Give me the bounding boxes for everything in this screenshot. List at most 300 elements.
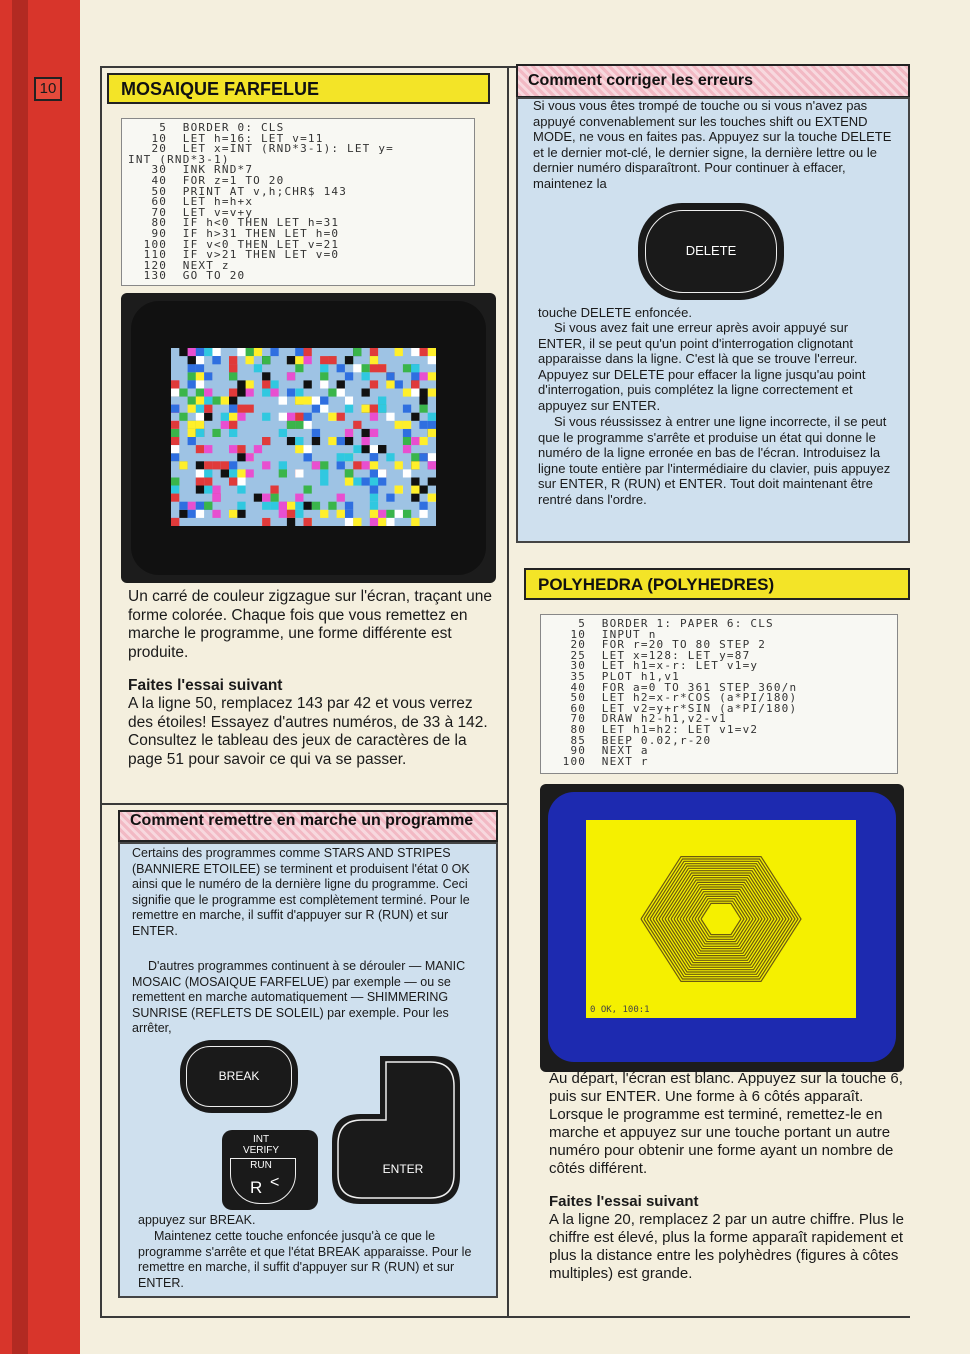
- restart-para2: D'autres programmes continuent à se dérouler — MANIC MOSAIC (MOSAIQUE FARFELUE) par exemple — ou se remettent en marche automatiquement — SHIMMERING SUNRISE (REFLETS DE SOLEIL) par exemple. Pour les arrêter,: [132, 959, 466, 1036]
- mosaic-cell: [221, 421, 229, 429]
- mosaic-cell: [196, 502, 204, 510]
- mosaic-cell: [411, 453, 419, 461]
- mosaic-cell: [229, 356, 237, 364]
- mosaic-cell: [196, 348, 204, 356]
- mosaic-cell: [262, 413, 270, 421]
- mosaic-cell: [337, 389, 345, 397]
- mosaic-cell: [171, 453, 179, 461]
- mosaic-cell: [304, 518, 312, 526]
- mosaic-cell: [428, 478, 436, 486]
- polyhedra-screen-image: [540, 784, 904, 1072]
- mosaic-tv-screen: [121, 293, 496, 583]
- mosaic-cell: [386, 453, 394, 461]
- mosaic-cell: [403, 364, 411, 372]
- restart-para1: Certains des programmes comme STARS AND STRIPES (BANNIERE ETOILEE) se terminent et produisent l'état 0 OK ainsi que le numéro de la dernière ligne du programme. Ceci signifie que le programme est complètement terminé. Pour le remettre en marche, il suffit d'appuyer sur R (RUN) et sur ENTER.: [132, 846, 470, 938]
- mosaic-cell: [204, 389, 212, 397]
- r-key-int-label: INT: [252, 1134, 270, 1145]
- mosaic-cell: [337, 461, 345, 469]
- mosaic-cell: [287, 356, 295, 364]
- errors-para1: Si vous vous êtes trompé de touche ou si vous n'avez pas appuyé convenablement sur les touches shift ou EXTEND MODE, ne vous en faites pas. Appuyez sur la touche DELETE et le dernier mot-clé, le dernier signe, la dernière lettre ou le dernier numéro disparaîtront. Pour continuer à effacer, maintenez la: [533, 98, 892, 191]
- mosaic-cell: [212, 356, 220, 364]
- mosaic-cell: [370, 364, 378, 372]
- mosaic-cell: [428, 413, 436, 421]
- enter-key: [328, 1052, 464, 1208]
- mosaic-cell: [353, 364, 361, 372]
- mosaic-cell: [419, 421, 427, 429]
- mosaic-cell: [419, 348, 427, 356]
- mosaic-cell: [411, 413, 419, 421]
- mosaic-cell: [312, 429, 320, 437]
- mosaic-cell: [196, 364, 204, 372]
- mosaic-cell: [345, 518, 353, 526]
- enter-key-label: ENTER: [382, 1162, 424, 1176]
- mosaic-cell: [229, 405, 237, 413]
- mosaic-cell: [270, 389, 278, 397]
- mosaic-cell: [304, 421, 312, 429]
- mosaic-cell: [419, 486, 427, 494]
- mosaic-cell: [312, 405, 320, 413]
- mosaic-cell: [204, 445, 212, 453]
- mosaic-cell: [362, 364, 370, 372]
- mosaic-cell: [362, 389, 370, 397]
- mosaic-cell: [196, 510, 204, 518]
- mosaic-cell: [270, 380, 278, 388]
- mosaic-cell: [345, 356, 353, 364]
- errors-para2: touche DELETE enfoncée.: [538, 305, 692, 320]
- mosaic-cell: [378, 364, 386, 372]
- mosaic-cell: [262, 461, 270, 469]
- restart-para4: Maintenez cette touche enfoncée jusqu'à ce que le programme s'arrête et que l'état BREAK apparaisse. Pour le remettre en marche, il suffit d'appuyer sur R (RUN) et sur ENTER.: [138, 1229, 472, 1290]
- mosaic-cell: [395, 421, 403, 429]
- mosaic-cell: [337, 510, 345, 518]
- mosaic-cell: [196, 478, 204, 486]
- mosaic-cell: [237, 478, 245, 486]
- mosaic-cell: [362, 437, 370, 445]
- mosaic-cell: [270, 494, 278, 502]
- mosaic-cell: [196, 397, 204, 405]
- mosaic-cell: [304, 380, 312, 388]
- mosaic-cell: [403, 421, 411, 429]
- mosaic-cell: [171, 478, 179, 486]
- mosaic-cell: [345, 502, 353, 510]
- mosaic-cell: [229, 469, 237, 477]
- mosaic-cell: [204, 413, 212, 421]
- mosaic-cell: [386, 413, 394, 421]
- mosaic-cell: [171, 380, 179, 388]
- mosaic-cell: [403, 469, 411, 477]
- mosaic-cell: [262, 372, 270, 380]
- mosaic-cell: [395, 348, 403, 356]
- mosaic-cell: [370, 494, 378, 502]
- mosaic-cell: [188, 356, 196, 364]
- mosaic-cell: [188, 510, 196, 518]
- mosaic-cell: [270, 502, 278, 510]
- mosaic-cell: [171, 445, 179, 453]
- mosaic-cell: [237, 502, 245, 510]
- mosaic-cell: [196, 405, 204, 413]
- mosaic-cell: [254, 445, 262, 453]
- mosaic-title: MOSAIQUE FARFELUE: [107, 73, 490, 104]
- mosaic-cell: [204, 478, 212, 486]
- mosaic-cell: [328, 389, 336, 397]
- polyhedra-try-heading: Faites l'essai suivant: [549, 1193, 699, 1210]
- mosaic-cell: [179, 389, 187, 397]
- mosaic-cell: [246, 469, 254, 477]
- mosaic-cell: [221, 461, 229, 469]
- mosaic-cell: [378, 445, 386, 453]
- mosaic-cell: [419, 372, 427, 380]
- mosaic-cell: [262, 437, 270, 445]
- mosaic-cell: [295, 421, 303, 429]
- mosaic-cell: [212, 461, 220, 469]
- mosaic-description: Un carré de couleur zigzague sur l'écran, traçant une forme colorée. Chaque fois que vous remettez en marche le programme, une forme différente est produite.: [128, 588, 492, 661]
- mosaic-cell: [246, 348, 254, 356]
- mosaic-cell: [221, 397, 229, 405]
- mosaic-cell: [188, 380, 196, 388]
- mosaic-cell: [221, 469, 229, 477]
- mosaic-cell: [229, 364, 237, 372]
- mosaic-cell: [295, 510, 303, 518]
- errors-para4: Si vous réussissez à entrer une ligne incorrecte, il se peut que le programme s'arrête et produise un état qui donne le numéro de la ligne erronée en bas de l'écran. Introduisez la ligne toute entière par l'intermédiaire du clavier, puis appuyez sur ENTER, R (RUN) et ENTER. Tout doit maintenant être rentré dans l'ordre.: [538, 414, 891, 507]
- mosaic-cell: [353, 518, 361, 526]
- mosaic-cell: [204, 397, 212, 405]
- mosaic-cell: [221, 413, 229, 421]
- mosaic-cell: [353, 445, 361, 453]
- mosaic-cell: [262, 502, 270, 510]
- mosaic-cell: [378, 397, 386, 405]
- mosaic-cell: [279, 429, 287, 437]
- mosaic-cell: [362, 405, 370, 413]
- mosaic-cell: [411, 348, 419, 356]
- mosaic-cell: [237, 380, 245, 388]
- mosaic-cell: [229, 413, 237, 421]
- mosaic-cell: [345, 372, 353, 380]
- mosaic-cell: [362, 461, 370, 469]
- mosaic-cell: [428, 453, 436, 461]
- mosaic-cell: [419, 502, 427, 510]
- mosaic-cell: [188, 405, 196, 413]
- mosaic-cell: [287, 437, 295, 445]
- mosaic-cell: [212, 429, 220, 437]
- mosaic-cell: [279, 461, 287, 469]
- mosaic-cell: [395, 486, 403, 494]
- mosaic-cell: [320, 478, 328, 486]
- mosaic-cell: [362, 445, 370, 453]
- mosaic-cell: [188, 437, 196, 445]
- mosaic-cell: [204, 405, 212, 413]
- mosaic-cell: [386, 494, 394, 502]
- mosaic-cell: [287, 510, 295, 518]
- mosaic-cell: [179, 348, 187, 356]
- mosaic-cell: [188, 429, 196, 437]
- mosaic-cell: [262, 518, 270, 526]
- mosaic-cell: [370, 405, 378, 413]
- mosaic-try-text: A la ligne 50, remplacez 143 par 42 et vous verrez des étoiles! Essayez d'autres numéros, de 33 à 142. Consultez le tableau des jeux de caractères de la page 51 pour savoir ce qui va se passer.: [128, 695, 488, 768]
- mosaic-cell: [345, 510, 353, 518]
- errors-para3: Si vous avez fait une erreur après avoir appuyé sur ENTER, il se peut qu'un point d'interrogation clignotant apparaisse dans la ligne. C'est là que se trouve l'erreur. Appuyez sur DELETE pour effacer la ligne jusqu'au point d'interrogation, puis complétez la ligne correctement et appuyez sur ENTER.: [538, 320, 866, 413]
- mosaic-cell: [378, 518, 386, 526]
- mosaic-cell: [328, 437, 336, 445]
- mosaic-cell: [320, 469, 328, 477]
- mosaic-cell: [171, 486, 179, 494]
- mosaic-cell: [370, 429, 378, 437]
- mosaic-cell: [171, 389, 179, 397]
- mosaic-cell: [229, 421, 237, 429]
- mosaic-cell: [304, 413, 312, 421]
- mosaic-cell: [304, 397, 312, 405]
- mosaic-cell: [196, 389, 204, 397]
- mosaic-cell: [304, 445, 312, 453]
- mosaic-cell: [246, 380, 254, 388]
- bottom-rule: [100, 1316, 910, 1318]
- mosaic-cell: [279, 413, 287, 421]
- mosaic-cell: [295, 437, 303, 445]
- mosaic-cell: [312, 461, 320, 469]
- page-number: 10: [34, 77, 62, 101]
- restart-para3: appuyez sur BREAK.: [138, 1213, 256, 1227]
- polyhedra-description: Au départ, l'écran est blanc. Appuyez sur la touche 6, puis sur ENTER. Une forme à 6 côtés apparaît. Lorsque le programme est terminé, remettez-le en marche et appuyez sur une touche portant un autre numéro pour obtenir une forme ayant un nombre de côtés différent.: [549, 1070, 903, 1177]
- mosaic-cell: [188, 397, 196, 405]
- mosaic-cell: [403, 429, 411, 437]
- mosaic-cell: [237, 389, 245, 397]
- mosaic-cell: [229, 397, 237, 405]
- mosaic-cell: [386, 372, 394, 380]
- mosaic-cell: [196, 461, 204, 469]
- mosaic-cell: [411, 461, 419, 469]
- mosaic-cell: [419, 389, 427, 397]
- mosaic-cell: [229, 445, 237, 453]
- mosaic-cell: [403, 445, 411, 453]
- mosaic-cell: [196, 380, 204, 388]
- mosaic-cell: [287, 518, 295, 526]
- mosaic-cell: [212, 486, 220, 494]
- mosaic-cell: [212, 348, 220, 356]
- mosaic-cell: [279, 397, 287, 405]
- delete-key: [638, 203, 784, 300]
- mosaic-cell: [304, 356, 312, 364]
- mosaic-cell: [337, 364, 345, 372]
- mosaic-cell: [320, 461, 328, 469]
- mosaic-cell: [246, 389, 254, 397]
- mosaic-cell: [411, 380, 419, 388]
- mosaic-cell: [428, 494, 436, 502]
- mosaic-cell: [428, 389, 436, 397]
- mosaic-cell: [171, 494, 179, 502]
- mosaic-cell: [337, 380, 345, 388]
- mosaic-cell: [370, 510, 378, 518]
- mosaic-cell: [395, 510, 403, 518]
- mosaic-screen-image: [121, 293, 496, 583]
- mosaic-cell: [237, 405, 245, 413]
- mosaic-cell: [171, 429, 179, 437]
- mosaic-cell: [179, 502, 187, 510]
- polyhedra-try-text: A la ligne 20, remplacez 2 par un autre chiffre. Plus le chiffre est élevé, plus la forme apparaît rapidement et plus la distance entre les polyhèdres (figures à côtes multiples) est grande.: [549, 1211, 904, 1282]
- mosaic-cell: [279, 502, 287, 510]
- mosaic-cell: [328, 502, 336, 510]
- mosaic-cell: [428, 461, 436, 469]
- mosaic-cell: [171, 437, 179, 445]
- mosaic-cell: [262, 389, 270, 397]
- mosaic-cell: [411, 372, 419, 380]
- left-section-rule: [100, 803, 507, 805]
- mosaic-cell: [370, 478, 378, 486]
- mosaic-cell: [328, 413, 336, 421]
- mosaic-cell: [229, 510, 237, 518]
- mosaic-cell: [345, 453, 353, 461]
- mosaic-cell: [411, 389, 419, 397]
- mosaic-cell: [262, 380, 270, 388]
- mosaic-cell: [428, 372, 436, 380]
- mosaic-cell: [370, 453, 378, 461]
- mosaic-cell: [386, 510, 394, 518]
- mosaic-cell: [403, 389, 411, 397]
- book-spine-edge: [12, 0, 28, 1354]
- mosaic-cell: [237, 469, 245, 477]
- mosaic-cell: [370, 380, 378, 388]
- mosaic-cell: [304, 348, 312, 356]
- mosaic-cell: [320, 380, 328, 388]
- mosaic-cell: [362, 429, 370, 437]
- column-divider: [507, 66, 509, 1316]
- mosaic-cell: [188, 372, 196, 380]
- mosaic-cell: [204, 348, 212, 356]
- mosaic-cell: [320, 397, 328, 405]
- mosaic-cell: [237, 413, 245, 421]
- mosaic-cell: [395, 461, 403, 469]
- mosaic-cell: [395, 380, 403, 388]
- mosaic-cell: [295, 356, 303, 364]
- r-run-key: [222, 1130, 318, 1210]
- mosaic-cell: [411, 494, 419, 502]
- mosaic-cell: [312, 437, 320, 445]
- mosaic-cell: [287, 389, 295, 397]
- mosaic-cell: [246, 405, 254, 413]
- mosaic-cell: [320, 405, 328, 413]
- r-key-run-label: RUN: [250, 1160, 272, 1171]
- mosaic-cell: [171, 518, 179, 526]
- mosaic-cell: [304, 486, 312, 494]
- mosaic-cell: [295, 348, 303, 356]
- mosaic-cell: [353, 421, 361, 429]
- mosaic-cell: [279, 469, 287, 477]
- polyhedra-title: POLYHEDRA (POLYHEDRES): [524, 568, 910, 600]
- mosaic-cell: [204, 461, 212, 469]
- mosaic-cell: [345, 478, 353, 486]
- polyhedra-tv-screen: [540, 784, 904, 1072]
- mosaic-cell: [428, 348, 436, 356]
- mosaic-cell: [254, 348, 262, 356]
- mosaic-cell: [246, 453, 254, 461]
- mosaic-cell: [320, 372, 328, 380]
- mosaic-cell: [237, 486, 245, 494]
- mosaic-cell: [188, 364, 196, 372]
- mosaic-cell: [196, 486, 204, 494]
- mosaic-cell: [386, 380, 394, 388]
- mosaic-cell: [428, 421, 436, 429]
- mosaic-cell: [179, 461, 187, 469]
- mosaic-code-listing: 5 BORDER 0: CLS 10 LET h=16: LET v=11 20 LET x=INT (RND*3-1): LET y= INT (RND*3-1) 30 INK RND*7 40 FOR z=1 TO 20 50 PRINT AT v,h;CHR$ 143 60 LET h=h+x 70 LET v=v+y 80 IF h<0 THEN LET h=31 90 IF h>31 THEN LET h=0 100 IF v<0 THEN LET v=21 110 IF v>21 THEN LET v=0 120 NEXT z 130 GO TO 20: [121, 118, 475, 286]
- mosaic-cell: [378, 405, 386, 413]
- mosaic-cell: [353, 348, 361, 356]
- mosaic-cell: [188, 421, 196, 429]
- mosaic-cell: [229, 372, 237, 380]
- mosaic-cell: [411, 486, 419, 494]
- mosaic-cell: [229, 389, 237, 397]
- mosaic-cell: [403, 437, 411, 445]
- mosaic-cell: [212, 397, 220, 405]
- mosaic-cell: [370, 348, 378, 356]
- mosaic-cell: [179, 510, 187, 518]
- mosaic-cell: [370, 502, 378, 510]
- mosaic-cell: [295, 502, 303, 510]
- mosaic-cell: [237, 510, 245, 518]
- r-key-main-label: R: [250, 1178, 263, 1197]
- mosaic-cell: [362, 372, 370, 380]
- mosaic-cell: [337, 494, 345, 502]
- mosaic-cell: [403, 405, 411, 413]
- mosaic-cell: [287, 502, 295, 510]
- mosaic-cell: [279, 510, 287, 518]
- mosaic-cell: [229, 478, 237, 486]
- mosaic-cell: [345, 397, 353, 405]
- mosaic-cell: [370, 413, 378, 421]
- mosaic-cell: [320, 356, 328, 364]
- mosaic-cell: [204, 502, 212, 510]
- mosaic-cell: [196, 413, 204, 421]
- mosaic-cell: [353, 478, 361, 486]
- mosaic-cell: [362, 478, 370, 486]
- mosaic-cell: [411, 437, 419, 445]
- mosaic-cell: [295, 389, 303, 397]
- mosaic-cell: [370, 356, 378, 364]
- mosaic-cell: [320, 510, 328, 518]
- mosaic-cell: [411, 518, 419, 526]
- mosaic-cell: [370, 518, 378, 526]
- mosaic-cell: [386, 518, 394, 526]
- mosaic-cell: [171, 405, 179, 413]
- mosaic-cell: [287, 372, 295, 380]
- mosaic-cell: [204, 372, 212, 380]
- mosaic-cell: [254, 494, 262, 502]
- delete-key-label: DELETE: [685, 243, 737, 258]
- break-key-label: BREAK: [218, 1069, 260, 1083]
- mosaic-cell: [237, 445, 245, 453]
- mosaic-cell: [304, 453, 312, 461]
- mosaic-cell: [370, 445, 378, 453]
- mosaic-cell: [312, 502, 320, 510]
- mosaic-cell: [188, 348, 196, 356]
- mosaic-cell: [419, 453, 427, 461]
- mosaic-cell: [188, 502, 196, 510]
- mosaic-cell: [345, 405, 353, 413]
- mosaic-cell: [237, 453, 245, 461]
- mosaic-cell: [262, 356, 270, 364]
- mosaic-cell: [229, 429, 237, 437]
- mosaic-cell: [270, 486, 278, 494]
- mosaic-cell: [262, 494, 270, 502]
- mosaic-cell: [370, 486, 378, 494]
- restart-title: Comment remettre en marche un programme: [118, 810, 498, 842]
- mosaic-cell: [320, 364, 328, 372]
- break-key: [180, 1040, 298, 1113]
- mosaic-cell: [328, 356, 336, 364]
- mosaic-cell: [428, 356, 436, 364]
- mosaic-cell: [419, 510, 427, 518]
- mosaic-cell: [204, 469, 212, 477]
- mosaic-cell: [428, 429, 436, 437]
- mosaic-cell: [171, 421, 179, 429]
- mosaic-cell: [212, 494, 220, 502]
